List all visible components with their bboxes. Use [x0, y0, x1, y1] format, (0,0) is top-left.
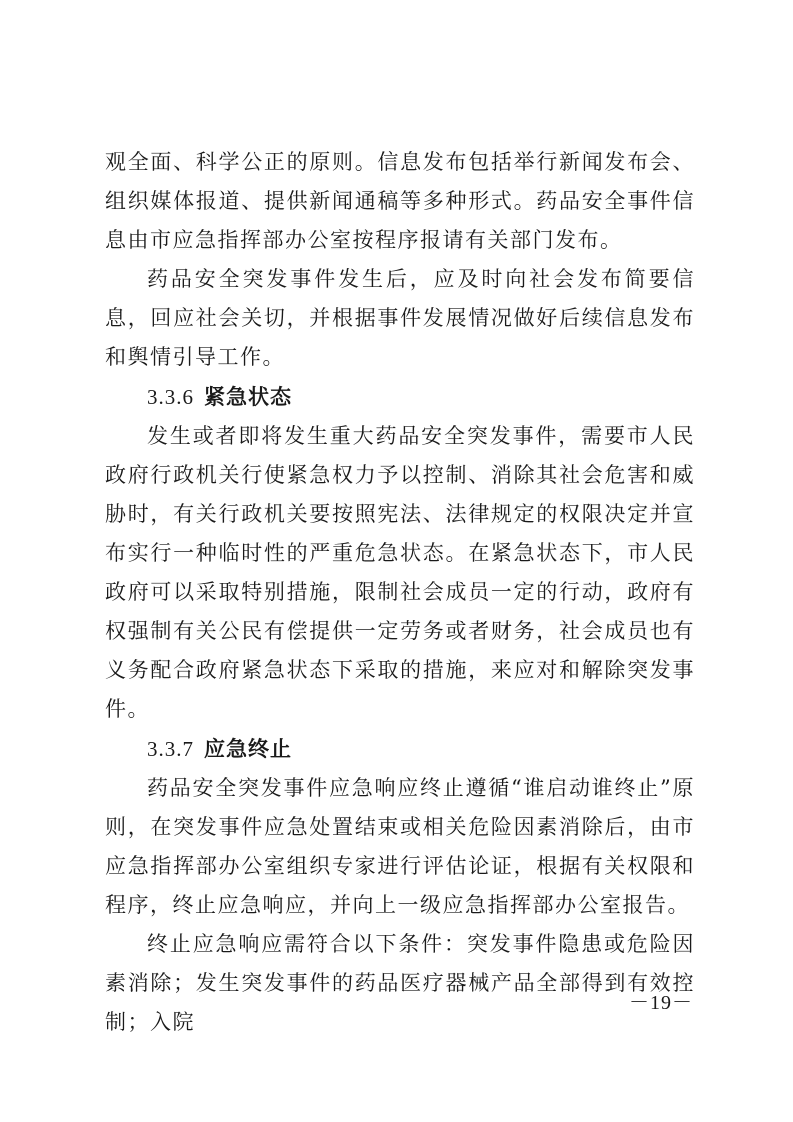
- section-heading-3-3-7: [105, 729, 695, 769]
- section-number: 3.3.7: [147, 737, 194, 761]
- page-number: －19－: [629, 992, 693, 1014]
- page-content: [105, 143, 695, 1042]
- paragraph-emergency-state: 发生或者即将发生重大药品安全突发事件，需要市人民政府行政机关行使紧急权力予以控制、消除其社会危害和威胁时，有关行政机关要按照宪法、法律规定的权限决定并宣布实行一种临时性的严重危急状态。在紧急状态下，市人民政府可以采取特别措施，限制社会成员一定的行动，政府有权强制有关公民有偿提供一定劳务或者财务，社会成员也有义务配合政府紧急状态下采取的措施，来应对和解除突发事件。: [105, 424, 695, 721]
- section-heading-3-3-6: [105, 377, 695, 417]
- paragraph-response-termination: 药品安全突发事件应急响应终止遵循“谁启动谁终止”原则，在突发事件应急处置结束或相关危险因素消除后，由市应急指挥部办公室组织专家进行评估论证，根据有关权限和程序，终止应急响应，并向上一级应急指挥部办公室报告。: [105, 776, 695, 917]
- section-number: 3.3.6: [147, 385, 194, 409]
- paragraph-continued: 观全面、科学公正的原则。信息发布包括举行新闻发布会、组织媒体报道、提供新闻通稿等多种形式。药品安全事件信息由市应急指挥部办公室按程序报请有关部门发布。: [105, 150, 695, 252]
- paragraph-termination-conditions: 终止应急响应需符合以下条件：突发事件隐患或危险因素消除；发生突发事件的药品医疗器械产品全部得到有效控制；入院: [105, 932, 695, 1034]
- section-title: 紧急状态: [204, 385, 292, 409]
- section-title: 应急终止: [204, 737, 292, 761]
- paragraph-info-release: 药品安全突发事件发生后，应及时向社会发布简要信息，回应社会关切，并根据事件发展情况做好后续信息发布和舆情引导工作。: [105, 267, 695, 369]
